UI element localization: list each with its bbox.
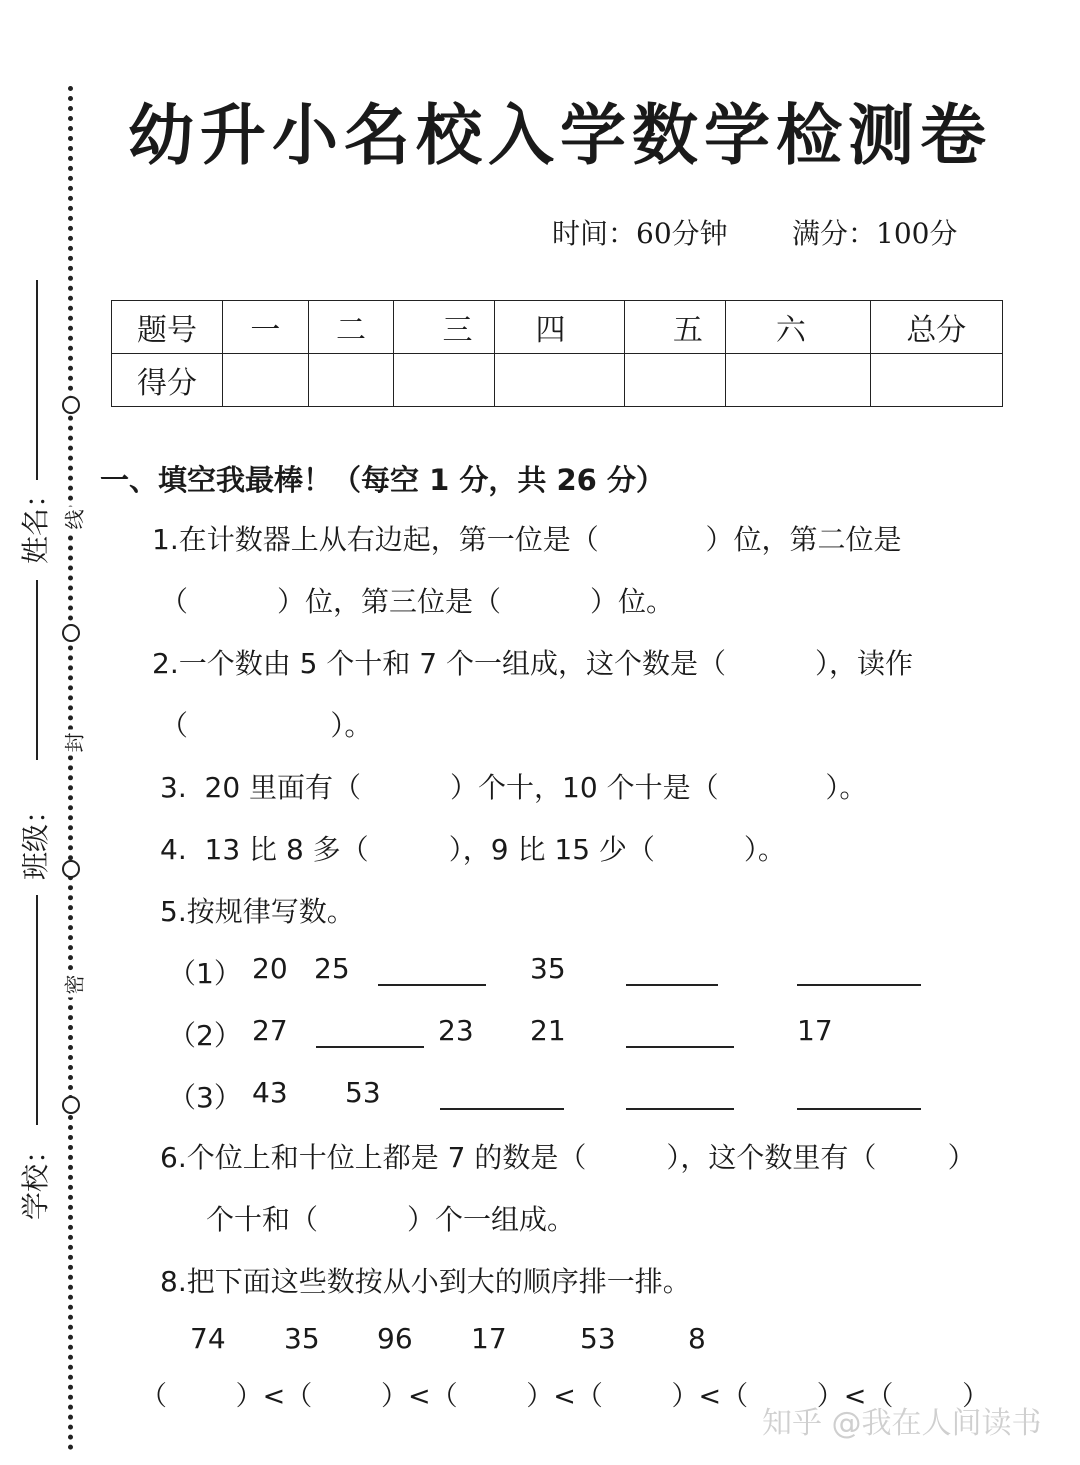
q8-number: 35	[284, 1322, 320, 1355]
table-cell: 四	[495, 301, 624, 354]
score-table	[111, 300, 1003, 407]
question-2-line1: 2.一个数由 5 个十和 7 个一组成，这个数是（ ），读作	[152, 647, 913, 680]
table-cell: 五	[624, 301, 725, 354]
answer-blank[interactable]	[440, 1108, 564, 1110]
q5-1-label: （1）	[168, 957, 242, 990]
section-heading: 一、填空我最棒！（每空 1 分，共 26 分）	[100, 463, 665, 497]
binding-circle	[62, 624, 80, 642]
binding-circle	[62, 396, 80, 414]
table-row	[112, 354, 1003, 407]
q5-1-num: 35	[530, 952, 566, 985]
question-2-line2: （ ）。	[160, 709, 373, 742]
q8-number: 74	[190, 1322, 226, 1355]
score-input-cell[interactable]	[308, 354, 394, 407]
score-input-cell[interactable]	[223, 354, 309, 407]
q8-compare-row: （ ）<（ ）<（ ）<（ ）<（ ）<（ ）	[140, 1381, 990, 1412]
question-6-line2: 个十和（ ）个一组成。	[206, 1203, 576, 1236]
q5-2-num: 23	[438, 1014, 474, 1047]
school-underline	[36, 895, 38, 1125]
table-cell: 总分	[870, 301, 1002, 354]
table-cell: 六	[725, 301, 870, 354]
answer-blank[interactable]	[797, 1108, 921, 1110]
question-1-line1: 1.在计数器上从右边起，第一位是（ ）位，第二位是	[152, 523, 902, 556]
q5-1-num: 20	[252, 952, 288, 985]
name-label: 姓名：	[19, 479, 53, 565]
watermark: 知乎 @我在人间读书	[762, 1406, 1042, 1441]
q5-2-num: 21	[530, 1014, 566, 1047]
q5-2-num: 17	[797, 1014, 833, 1047]
question-4: 4. 13 比 8 多（ ），9 比 15 少（ ）。	[160, 833, 786, 866]
table-cell: 一	[223, 301, 309, 354]
q8-number: 96	[377, 1322, 413, 1355]
name-underline	[36, 280, 38, 480]
class-label: 班级：	[19, 795, 53, 881]
table-row	[112, 301, 1003, 354]
question-5: 5.按规律写数。	[160, 895, 355, 928]
score-input-cell[interactable]	[495, 354, 624, 407]
answer-blank[interactable]	[626, 984, 718, 986]
score-input-cell[interactable]	[725, 354, 870, 407]
score-input-cell[interactable]	[624, 354, 725, 407]
q5-2-num: 27	[252, 1014, 288, 1047]
q5-3-num: 43	[252, 1076, 288, 1109]
full-score: 满分：100分	[792, 217, 958, 250]
answer-blank[interactable]	[797, 984, 921, 986]
table-cell: 题号	[112, 301, 223, 354]
seal-mark-seal: 封	[59, 730, 88, 756]
answer-blank[interactable]	[378, 984, 486, 986]
page-title: 幼升小名校入学数学检测卷	[128, 96, 992, 174]
question-3: 3. 20 里面有（ ）个十，10 个十是（ ）。	[160, 771, 868, 804]
question-8: 8.把下面这些数按从小到大的顺序排一排。	[160, 1265, 691, 1298]
q8-number: 8	[688, 1322, 706, 1355]
table-cell: 二	[308, 301, 394, 354]
score-input-cell[interactable]	[870, 354, 1002, 407]
question-1-line2: （ ）位，第三位是（ ）位。	[160, 585, 675, 618]
q8-number: 53	[580, 1322, 616, 1355]
binding-circle	[62, 1096, 80, 1114]
seal-mark-secret: 密	[59, 972, 88, 998]
binding-circle	[62, 860, 80, 878]
class-underline	[36, 580, 38, 760]
q5-1-num: 25	[314, 952, 350, 985]
answer-blank[interactable]	[626, 1108, 734, 1110]
table-cell: 三	[394, 301, 495, 354]
answer-blank[interactable]	[626, 1046, 734, 1048]
question-6-line1: 6.个位上和十位上都是 7 的数是（ ），这个数里有（ ）	[160, 1141, 976, 1174]
q5-3-num: 53	[345, 1076, 381, 1109]
seal-mark-line: 线	[59, 507, 88, 533]
binding-dotted-line	[68, 86, 73, 1451]
answer-blank[interactable]	[316, 1046, 424, 1048]
exam-time: 时间：60分钟	[552, 217, 728, 250]
q5-3-label: （3）	[168, 1081, 242, 1114]
table-cell: 得分	[112, 354, 223, 407]
q5-2-label: （2）	[168, 1019, 242, 1052]
score-input-cell[interactable]	[394, 354, 495, 407]
q8-number: 17	[471, 1322, 507, 1355]
school-label: 学校：	[19, 1135, 53, 1221]
